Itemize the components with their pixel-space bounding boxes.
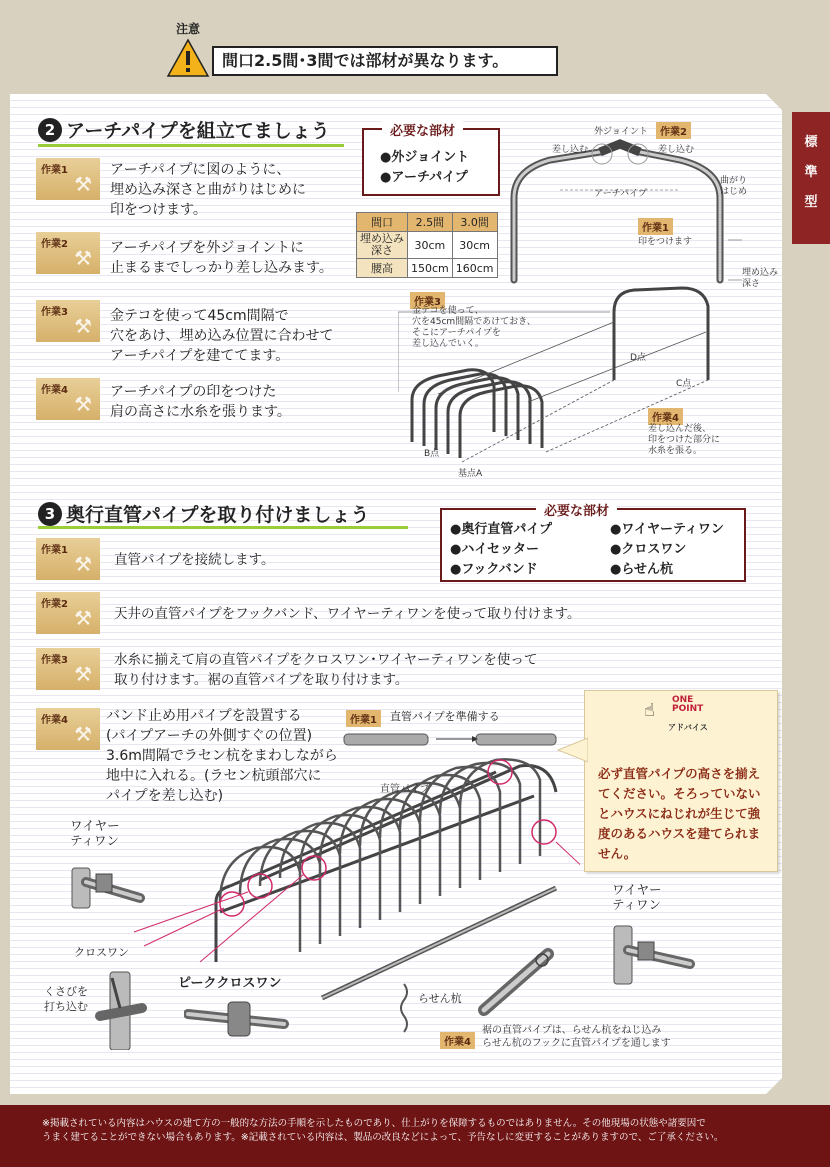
diagram-label: らせん杭 — [418, 992, 462, 1005]
step-badge-label: 作業2 — [41, 599, 68, 610]
step-badge — [36, 158, 100, 200]
materials-box — [440, 504, 746, 582]
table-row-label: 腰高 — [357, 259, 408, 278]
diagram-label: 埋め込み 深さ — [742, 268, 779, 289]
table-header: 3.0間 — [452, 213, 497, 232]
step-badge — [36, 300, 100, 342]
hammer-icon: ⚒ — [74, 552, 92, 576]
diagram-note: 差し込んだ後、 印をつけた部分に 水糸を張る。 — [648, 424, 721, 456]
side-tab-char: 準 — [804, 165, 818, 180]
side-tab-char: 標 — [804, 135, 818, 150]
step-line: 金テコを使って45cm間隔で — [110, 308, 289, 324]
materials-title: 必要な部材 — [382, 120, 463, 139]
section-number: 2 — [38, 118, 62, 142]
advice-logo-sub: アドバイス — [668, 723, 708, 732]
hammer-icon: ⚒ — [74, 392, 92, 416]
hammer-icon: ⚒ — [74, 662, 92, 686]
step-badge-label: 作業3 — [41, 655, 68, 666]
arch-diagram — [500, 130, 780, 295]
wire-tee-left-sketch — [66, 848, 156, 920]
material-item: ●ワイヤーティワン — [610, 522, 724, 537]
step-badge — [36, 592, 100, 634]
hammer-icon: ⚒ — [74, 606, 92, 630]
pipe-prep-diagram — [340, 728, 580, 752]
step-badge-label: 作業3 — [41, 307, 68, 318]
step-badge-label: 作業4 — [41, 715, 68, 726]
step-badge-small: 作業1 — [346, 710, 381, 727]
diagram-label: B点 — [424, 449, 440, 459]
step-badge-small: 作業2 — [656, 122, 691, 139]
step-line: 印をつけます。 — [110, 202, 207, 218]
step-badge-small: 作業4 — [648, 408, 683, 425]
advice-pointer — [556, 736, 588, 764]
section3-underline — [38, 526, 408, 529]
step-line: 地中に入れる。(ラセン杭頭部穴に — [106, 768, 322, 784]
diagram-label: ピーククロスワン — [178, 976, 282, 991]
section-number: 3 — [38, 502, 62, 526]
hammer-icon: ⚒ — [74, 314, 92, 338]
step-badge — [36, 378, 100, 420]
diagram-label: くさびを 打ち込む — [44, 985, 88, 1013]
step-badge-label: 作業4 — [41, 385, 68, 396]
diagram-note: 裾の直管パイプは、らせん杭をねじ込み らせん杭のフックに直管パイプを通します — [482, 1025, 671, 1049]
diagram-label: 直管パイプ — [380, 784, 430, 795]
step-line: (パイプアーチの外側すぐの位置) — [106, 728, 313, 744]
step-line: 天井の直管パイプをフックバンド、ワイヤーティワンを使って取り付けます。 — [114, 606, 581, 622]
diagram-note: 金テコを使って、 穴を45cm間隔であけておき、 そこにアーチパイプを 差し込んでいく。 — [412, 306, 536, 349]
section2-underline — [38, 144, 344, 147]
step-line: アーチパイプに図のように、 — [110, 162, 291, 178]
table-row-label: 埋め込み 深さ — [357, 232, 408, 259]
material-item: ●奥行直管パイプ — [450, 522, 552, 537]
material-item: ●クロスワン — [610, 542, 687, 557]
diagram-label: 差し込む — [658, 145, 695, 155]
diagram-label: ワイヤー ティワン — [70, 818, 120, 848]
table-cell: 30cm — [452, 232, 497, 259]
step-badge — [36, 232, 100, 274]
step-text — [110, 382, 291, 422]
step-line: アーチパイプの印をつけた — [110, 384, 277, 400]
step-badge-small: 作業4 — [440, 1032, 475, 1049]
hammer-icon: ⚒ — [74, 722, 92, 746]
section3-title — [38, 500, 369, 527]
skirt-pipe-sketch — [476, 944, 560, 1018]
diagram-label: D点 — [630, 353, 646, 363]
step-badge-small: 作業1 — [638, 218, 673, 235]
diagram-label: 印をつけます — [638, 237, 693, 247]
hammer-icon: ⚒ — [74, 172, 92, 196]
step-text — [114, 550, 275, 570]
hammer-icon: ⚒ — [74, 246, 92, 270]
peak-cross-sketch — [184, 994, 294, 1042]
step-badge — [36, 708, 100, 750]
footer — [0, 1105, 830, 1167]
step-badge-small: 作業3 — [410, 292, 445, 309]
step-line: 穴をあけ、埋め込み位置に合わせて — [110, 328, 334, 344]
material-item: ●外ジョイント — [380, 150, 470, 165]
material-item: ●アーチパイプ — [380, 170, 468, 185]
dimension-table — [356, 212, 498, 278]
advice-logo: ONE POINT — [672, 695, 704, 714]
table-header: 間口 — [357, 213, 408, 232]
diagram-label: 外ジョイント — [594, 127, 648, 137]
diagram-label: アーチパイプ — [594, 189, 647, 199]
step-line: パイプを差し込む) — [106, 788, 224, 804]
diagram-label: 基点A — [458, 469, 483, 479]
table-header: 2.5間 — [408, 213, 453, 232]
step-line: 肩の高さに水糸を張ります。 — [110, 404, 291, 420]
notice-label: 注意 — [176, 22, 201, 36]
step-text — [110, 160, 306, 220]
section-title-text: 奥行直管パイプを取り付けましょう — [66, 504, 370, 526]
material-item: ●らせん杭 — [610, 562, 673, 577]
advice-text: 必ず直管パイプの高さを揃えてください。そろっていないとハウスにねじれが生じて強度のあるハウスを建てられません。 — [598, 766, 761, 861]
materials-title: 必要な部材 — [536, 500, 617, 519]
material-item: ●ハイセッター — [450, 542, 539, 557]
step-text — [110, 306, 333, 366]
table-cell: 160cm — [452, 259, 497, 278]
step-line: 3.6m間隔でラセン杭をまわしながら — [106, 748, 338, 764]
step-line: 直管パイプを接続します。 — [114, 552, 275, 568]
step-badge — [36, 648, 100, 690]
step-badge-label: 作業1 — [41, 165, 68, 176]
pointing-hand-icon: ☝ — [644, 700, 655, 721]
diagram-label: 直管パイプを準備する — [390, 710, 500, 723]
side-tab — [792, 112, 830, 244]
warning-icon — [166, 38, 210, 78]
step-line: アーチパイプを建ててます。 — [110, 348, 290, 364]
footer-line: うまく建てることができない場合もあります。※記載されている内容は、製品の改良などによって、予告なしに変更することがありますので、ご了承ください。 — [42, 1132, 724, 1143]
step-line: 止まるまでしっかり差し込みます。 — [110, 260, 333, 276]
diagram-label: ワイヤー ティワン — [612, 882, 662, 912]
step-line: アーチパイプを外ジョイントに — [110, 240, 305, 256]
table-cell: 30cm — [408, 232, 453, 259]
diagram-label: 差し込む — [552, 145, 589, 155]
materials-box — [362, 124, 500, 196]
diagram-label: クロスワン — [74, 946, 129, 959]
step-text — [110, 238, 333, 278]
wire-tee-right-sketch — [608, 920, 698, 988]
notice-text: 間口2.5間･3間では部材が異なります。 — [212, 46, 558, 76]
step-line: 水糸に揃えて肩の直管パイプをクロスワン･ワイヤーティワンを使って — [114, 652, 538, 668]
step-badge-label: 作業2 — [41, 239, 68, 250]
table-cell: 150cm — [408, 259, 453, 278]
step-line: 取り付けます。裾の直管パイプを取り付けます。 — [114, 672, 409, 688]
step-line: バンド止め用パイプを設置する — [106, 708, 302, 724]
section-title-text: アーチパイプを組立てましょう — [66, 120, 330, 142]
step-badge — [36, 538, 100, 580]
footer-line: ※掲載されている内容はハウスの建て方の一般的な方法の手順を示したものであり、仕上がりを保障するものではありません。その他現場の状態や諸要因で — [42, 1118, 706, 1129]
step-text — [114, 650, 537, 690]
wedge-sketch — [92, 968, 148, 1050]
step-line: 埋め込み深さと曲がりはじめに — [110, 182, 306, 198]
section2-title — [38, 116, 330, 143]
material-item: ●フックバンド — [450, 562, 538, 577]
diagram-label: C点 — [676, 379, 692, 389]
side-tab-char: 型 — [804, 195, 818, 210]
step-badge-label: 作業1 — [41, 545, 68, 556]
step-text — [114, 604, 581, 624]
diagram-label: 曲がり はじめ — [720, 176, 748, 197]
